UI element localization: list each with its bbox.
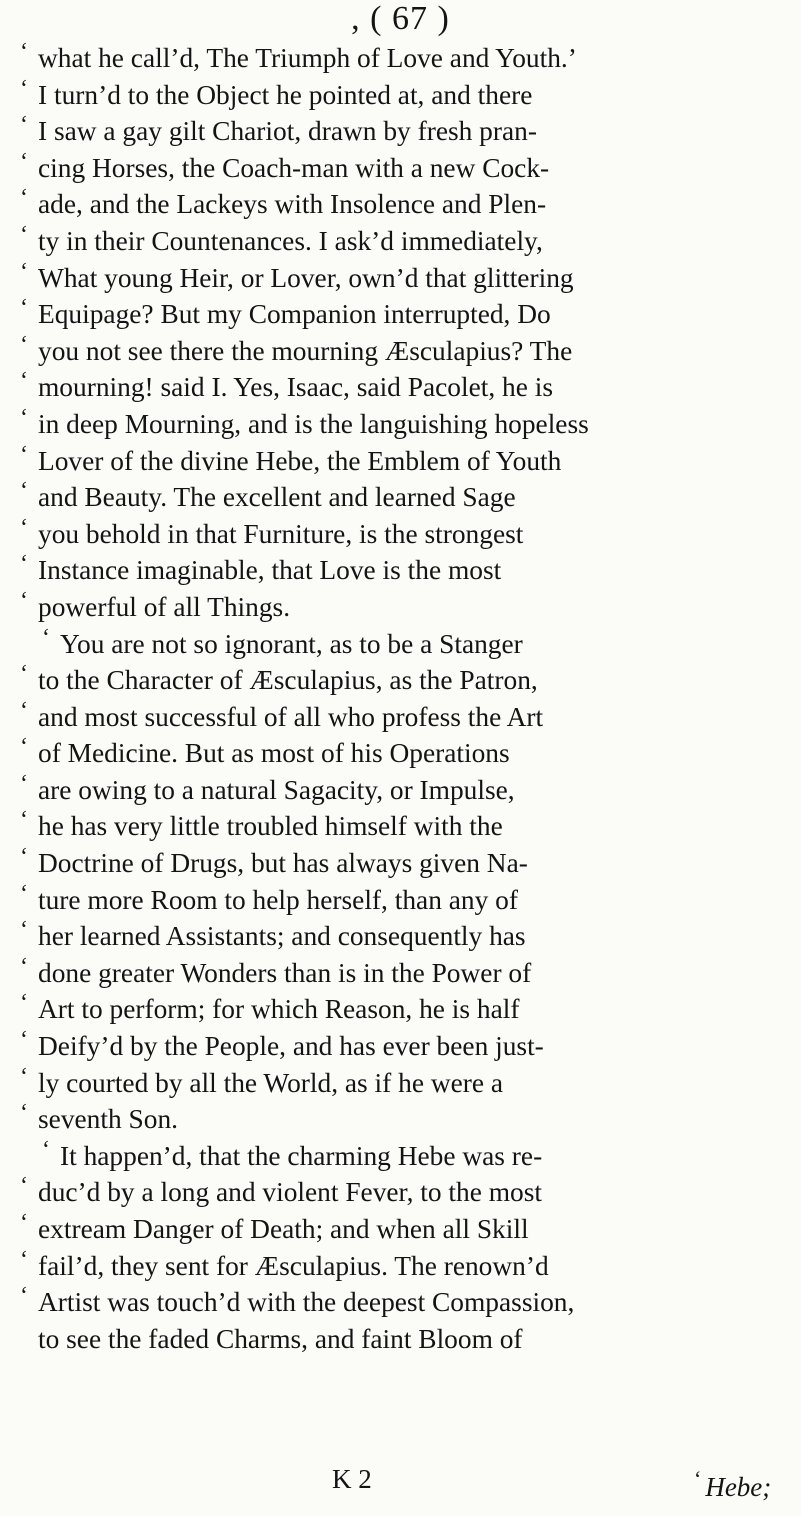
quote-mark: ‘	[20, 880, 28, 907]
text-line: ‘ You are not so ignorant, as to be a Stanger	[38, 626, 782, 663]
text-line: ‘ Lover of the divine Hebe, the Emblem of Youth	[38, 443, 782, 480]
quote-mark: ‘	[20, 807, 28, 834]
quote-mark: ‘	[20, 917, 28, 944]
text-line: ‘ you behold in that Furniture, is the strongest	[38, 516, 782, 553]
quote-mark: ‘	[20, 514, 28, 541]
text-line: ‘ Art to perform; for which Reason, he is half	[38, 991, 782, 1028]
quote-mark: ‘	[20, 1027, 28, 1054]
page-number-header: , ( 67 )	[351, 0, 450, 37]
text-line: ‘ I turn’d to the Object he pointed at, and there	[38, 77, 782, 114]
text-line: ‘ fail’d, they sent for Æsculapius. The renown’d	[38, 1248, 782, 1285]
quote-mark: ‘	[20, 1246, 28, 1273]
text-line: ‘ to the Character of Æsculapius, as the Patron,	[38, 662, 782, 699]
quote-mark: ‘	[20, 258, 28, 285]
quote-mark: ‘	[20, 295, 28, 322]
text-line: to see the faded Charms, and faint Bloom of	[38, 1323, 523, 1354]
quote-mark: ‘	[20, 404, 28, 431]
text-line: ‘ mourning! said I. Yes, Isaac, said Pacolet, he is	[38, 369, 782, 406]
quote-mark: ‘	[20, 587, 28, 614]
quote-mark: ‘	[20, 148, 28, 175]
text-line: ‘ Equipage? But my Companion interrupted, Do	[38, 296, 782, 333]
quote-mark: ‘	[20, 441, 28, 468]
quote-mark: ‘	[20, 331, 28, 358]
text-line: ‘ It happen’d, that the charming Hebe was re-	[38, 1138, 782, 1175]
quote-mark: ‘	[42, 1136, 50, 1163]
text-line: ‘ Instance imaginable, that Love is the most	[38, 552, 782, 589]
signature-mark: K 2	[332, 1464, 372, 1494]
text-line: ‘ Deify’d by the People, and has ever been just-	[38, 1028, 782, 1065]
text-line: ‘ of Medicine. But as most of his Operations	[38, 735, 782, 772]
text-line: ‘ ly courted by all the World, as if he were a	[38, 1065, 782, 1102]
quote-mark: ‘	[20, 661, 28, 688]
text-line: ‘ duc’d by a long and violent Fever, to the most	[38, 1174, 782, 1211]
text-line: ‘ seventh Son.	[38, 1101, 782, 1138]
text-line: ‘ you not see there the mourning Æsculapius? The	[38, 333, 782, 370]
quote-mark: ‘	[20, 39, 28, 65]
text-line: ‘ I saw a gay gilt Chariot, drawn by fresh pran-	[38, 113, 782, 150]
body-text	[20, 39, 782, 1357]
quote-mark: ‘	[20, 185, 28, 212]
quote-mark: ‘	[20, 221, 28, 248]
text-line: ‘ What young Heir, or Lover, own’d that glittering	[38, 260, 782, 297]
text-line: ‘ Doctrine of Drugs, but has always given Na-	[38, 845, 782, 882]
quote-mark: ‘	[20, 551, 28, 578]
page-footer	[0, 1461, 801, 1502]
quote-mark: ‘	[20, 112, 28, 139]
text-line: ‘ and most successful of all who profess the Art	[38, 699, 782, 736]
text-line: ‘ ture more Room to help herself, than any of	[38, 882, 782, 919]
catchword: ‘ Hebe;	[694, 1466, 772, 1502]
text-line: ‘ ade, and the Lackeys with Insolence and Plen-	[38, 186, 782, 223]
quote-mark: ‘	[42, 624, 50, 651]
quote-mark: ‘	[20, 478, 28, 505]
quote-mark: ‘	[20, 734, 28, 761]
quote-mark: ‘	[20, 1210, 28, 1236]
text-line: ‘ and Beauty. The excellent and learned Sage	[38, 479, 782, 516]
text-line: ‘ done greater Wonders than is in the Power of	[38, 955, 782, 992]
text-line: ‘ he has very little troubled himself with the	[38, 808, 782, 845]
text-line: ‘ ty in their Countenances. I ask’d immediately,	[38, 223, 782, 260]
quote-mark: ‘	[20, 990, 28, 1017]
quote-mark: ‘	[20, 697, 28, 724]
text-line: ‘ are owing to a natural Sagacity, or Impulse,	[38, 772, 782, 809]
text-line: ‘ cing Horses, the Coach-man with a new Cock-	[38, 150, 782, 187]
quote-mark: ‘	[20, 75, 28, 102]
quote-mark: ‘	[20, 1283, 28, 1310]
quote-mark: ‘	[20, 1173, 28, 1200]
text-line: ‘ what he call’d, The Triumph of Love and Youth.’	[38, 40, 782, 77]
text-line: ‘ her learned Assistants; and consequently has	[38, 918, 782, 955]
quote-mark: ‘	[20, 844, 28, 871]
quote-mark: ‘	[20, 368, 28, 395]
quote-mark: ‘	[20, 953, 28, 980]
quote-mark: ‘	[20, 1100, 28, 1127]
quote-mark: ‘	[20, 770, 28, 797]
text-line: ‘ Artist was touch’d with the deepest Compassion,	[38, 1284, 782, 1321]
text-line: ‘ extream Danger of Death; and when all Skill	[38, 1211, 782, 1248]
text-line: ‘ powerful of all Things.	[38, 589, 782, 626]
text-line: ‘ in deep Mourning, and is the languishing hopeless	[38, 406, 782, 443]
quote-mark: ‘	[694, 1466, 702, 1491]
quote-mark: ‘	[20, 1063, 28, 1090]
